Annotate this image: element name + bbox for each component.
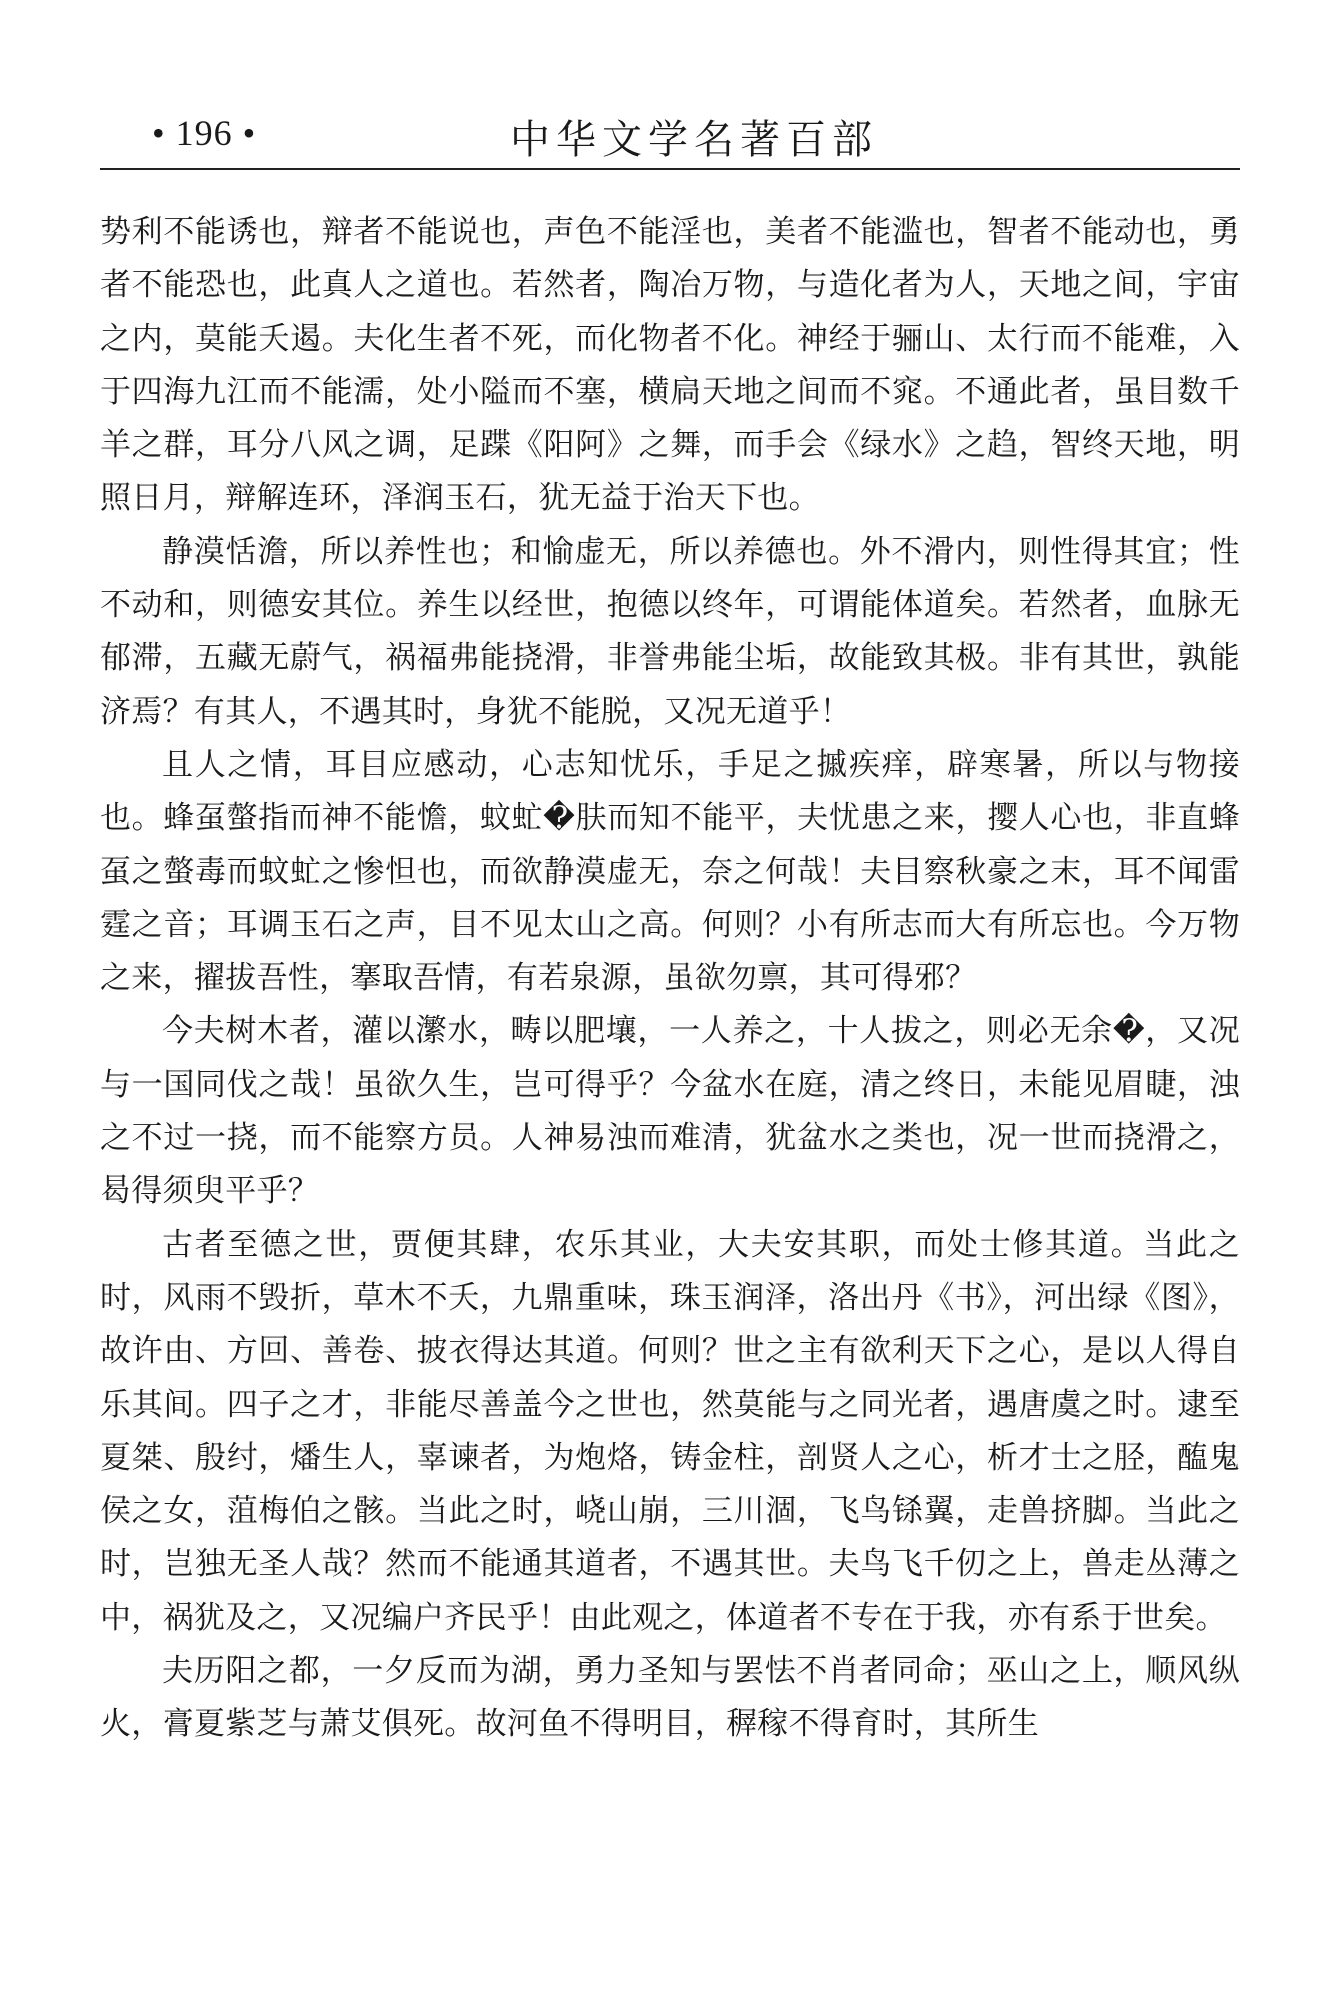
paragraph-4: 今夫树木者，灌以瀿水，畴以肥壤，一人养之，十人拔之，则必无余�，又况与一国同伐之哉！虽欲久生，岂可得乎？今盆水在庭，清之终日，未能见眉睫，浊之不过一挠，而不能察方员。人神易浊而难清，犹盆水之类也，况一世而挠滑之，曷得须臾平乎？ <box>100 1013 1240 1210</box>
body-text <box>100 206 1240 1752</box>
paragraph-1: 势利不能诱也，辩者不能说也，声色不能淫也，美者不能滥也，智者不能动也，勇者不能恐也，此真人之道也。若然者，陶冶万物，与造化者为人，天地之间，宇宙之内，莫能夭遏。夫化生者不死，而化物者不化。神经于骊山、太行而不能难，入于四海九江而不能濡，处小隘而不塞，横扃天地之间而不窕。不通此者，虽目数千羊之群，耳分八风之调，足蹀《阳阿》之舞，而手会《绿水》之趋，智终天地，明照日月，辩解连环，泽润玉石，犹无益于治天下也。 <box>100 214 1240 517</box>
header-rule <box>100 168 1240 170</box>
paragraph-3: 且人之情，耳目应感动，心志知忧乐，手足之摵疾痒，辟寒暑，所以与物接也。蜂虿螫指而神不能憺，蚊虻�肤而知不能平，夫忧患之来，撄人心也，非直蜂虿之螫毒而蚊虻之惨怛也，而欲静漠虚无，奈之何哉！夫目察秋豪之末，耳不闻雷霆之音；耳调玉石之声，目不见太山之高。何则？小有所志而大有所忘也。今万物之来，擢拔吾性，搴取吾情，有若泉源，虽欲勿禀，其可得邪？ <box>100 746 1240 997</box>
page-header <box>100 108 1240 170</box>
page-number: • 196 • <box>152 113 257 153</box>
paragraph-5: 古者至德之世，贾便其肆，农乐其业，大夫安其职，而处士修其道。当此之时，风雨不毁折，草木不夭，九鼎重味，珠玉润泽，洛出丹《书》，河出绿《图》，故许由、方回、善卷、披衣得达其道。何则？世之主有欲利天下之心，是以人得自乐其间。四子之才，非能尽善盖今之世也，然莫能与之同光者，遇唐虞之时。逮至夏桀、殷纣，燔生人，辜谏者，为炮烙，铸金柱，剖贤人之心，析才士之胫，醢鬼侯之女，菹梅伯之骸。当此之时，峣山崩，三川涸，飞鸟铩翼，走兽挤脚。当此之时，岂独无圣人哉？然而不能通其道者，不遇其世。夫鸟飞千仞之上，兽走丛薄之中，祸犹及之，又况编户齐民乎！由此观之，体道者不专在于我，亦有系于世矣。 <box>100 1226 1240 1636</box>
paragraph-6: 夫历阳之都，一夕反而为湖，勇力圣知与罢怯不肖者同命；巫山之上，顺风纵火，膏夏紫芝与萧艾俱死。故河鱼不得明目，稺稼不得育时，其所生 <box>100 1653 1240 1743</box>
book-title: 中华文学名著百部 <box>510 117 878 163</box>
paragraph-2: 静漠恬澹，所以养性也；和愉虚无，所以养德也。外不滑内，则性得其宜；性不动和，则德安其位。养生以经世，抱德以终年，可谓能体道矣。若然者，血脉无郁滞，五藏无蔚气，祸福弗能挠滑，非誉弗能尘垢，故能致其极。非有其世，孰能济焉？有其人，不遇其时，身犹不能脱，又况无道乎！ <box>100 533 1240 730</box>
